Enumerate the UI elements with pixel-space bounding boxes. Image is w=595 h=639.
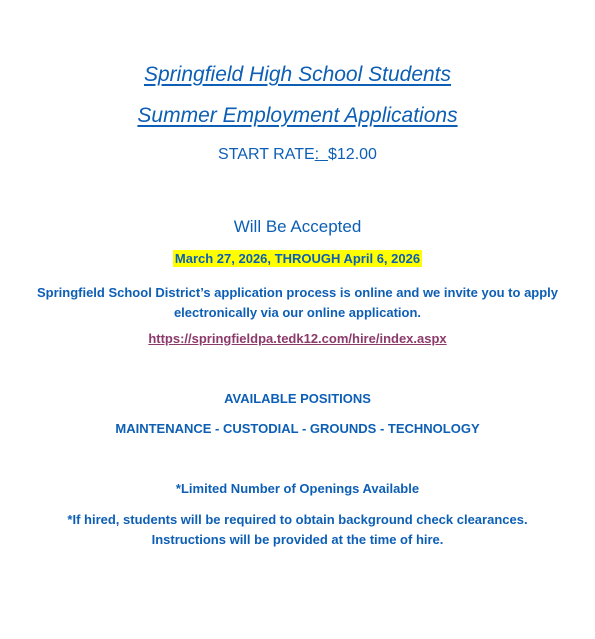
intro-line-1: Springfield School District’s application process is online and we invite you to apply: [36, 285, 559, 300]
limited-openings-note: *Limited Number of Openings Available: [175, 481, 420, 496]
start-rate: [0, 146, 595, 164]
will-be-accepted: Will Be Accepted: [233, 217, 362, 236]
intro-paragraph: [0, 283, 595, 323]
heading-line-2: Summer Employment Applications: [137, 104, 458, 127]
available-positions-heading: AVAILABLE POSITIONS: [224, 391, 371, 406]
intro-line-2: electronically via our online application.: [173, 305, 422, 320]
date-range-row: [0, 251, 595, 266]
application-link-row: [0, 331, 595, 346]
positions-list: MAINTENANCE - CUSTODIAL - GROUNDS - TECHNOLOGY: [115, 421, 480, 436]
start-rate-colon: :: [314, 146, 320, 163]
clearance-line-1: *If hired, students will be required to obtain background check clearances.: [67, 512, 528, 527]
clearance-note: [0, 510, 595, 550]
heading-line-1: Springfield High School Students: [143, 63, 452, 86]
start-rate-currency: $12.00: [328, 146, 377, 163]
application-link[interactable]: https://springfieldpa.tedk12.com/hire/index.aspx: [148, 331, 447, 346]
date-range-highlight: March 27, 2026, THROUGH April 6, 2026: [174, 251, 421, 266]
clearance-line-2: Instructions will be provided at the time of hire.: [151, 532, 444, 547]
start-rate-label: START RATE: [218, 146, 315, 163]
start-rate-spacer: [319, 146, 328, 163]
